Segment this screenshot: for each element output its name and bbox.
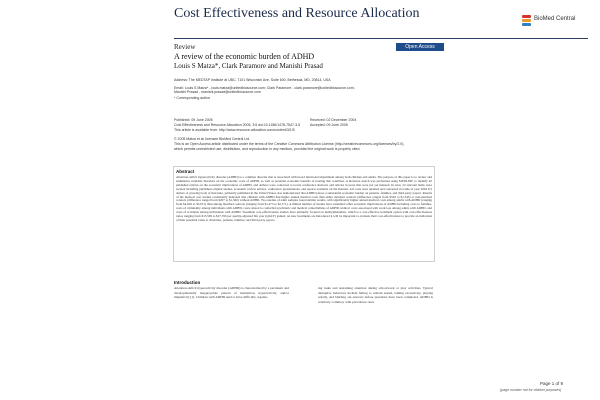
publisher-logo [522, 14, 586, 32]
article-title: A review of the economic burden of ADHD [174, 52, 315, 61]
copyright-line: © 2005 Matza et al; licensee BioMed Central Ltd. [174, 137, 251, 141]
accepted-date: Accepted: 09 June 2005 [310, 123, 348, 127]
author-emails: Email: Louis S Matza* - louis.matza@unitedbiosource.com; Clark Paramore - clark.paramore@unitedbiosource.com; [174, 86, 355, 90]
introduction-column-1: Attention-deficit hyperactivity disorder (ADHD) is characterized by a persistent and developmentally inappropriate pattern of inattention, hyperactivity, and/or impulsivity [1]. Children with ADHD tend to have difficulty organiz- [174, 286, 289, 299]
open-access-badge: Open Access [396, 43, 444, 51]
journal-title: Cost Effectiveness and Resource Allocation [174, 6, 420, 21]
author-emails-continued: Manishi Prasad - manishi.prasad@unitedbiosource.com [174, 90, 261, 94]
abstract-text: Attention-deficit hyperactivity disorder (ADHD) is a common disorder that is associated with broad functional impairment among both children and adults. The purpose of this paper is to review and summarize available literature on the economic costs of ADHD, as well as potential economic benefits of treating this condition. A literature search was performed using MEDLINE to identify all published articles on the economic implications of ADHD, and authors were contacted to locate conference abstracts and articles in press that were not yet indexed. In total, 22 relevant items were located including published original studies, economic review articles, conference presentations, and reports available on the Internet. All costs were updated and converted in terms of year 2004 US dollars. A growing body of literature, primarily published in the United States, has demonstrated that ADHD places a substantial economic burden on patients, families, and third-party payers. Results of the medical cost studies consistently indicated that children with ADHD had higher annual medical costs than either matched controls (difference ranged from $503 to $1,343) or non-matched controls (difference ranged from $207 to $1,560) without ADHD. Two studies of adult samples found similar results, with significantly higher annual medical costs among adults with ADHD (ranging from $4,929 to $5,651) than among matched controls (ranging from $1,473 to $2,771). A limited number of studies have examined other economic implications of ADHD including costs to families, costs of criminality among individuals with ADHD, costs related to comorbid psychiatric and medical comorbidities of ADHD, indirect costs associated with work loss among adults with ADHD, and costs of accidents among individuals with ADHD. Treatment cost-effectiveness studies have primarily focused on methylphenidate, which is a cost-effective treatment option with cost-effectiveness ratios ranging from $15,509 to $27,766 per quality-adjusted life year (QALY) gained. As new treatments are introduced it will be important to evaluate their cost-effectiveness to provide an indication of their potential value to clinicians, patients, families, and third-party payers. [176, 176, 432, 222]
published-date: Published: 09 June 2005 [174, 118, 213, 122]
author-list: Louis S Matza*, Clark Paramore and Manishi Prasad [174, 62, 323, 70]
received-date: Received: 02 December 2004 [310, 118, 357, 122]
article-url[interactable]: This article is available from: http://www.resource-allocation.com/content/3/1/5 [174, 128, 295, 132]
publisher-name: BioMed Central [534, 16, 576, 22]
license-line-continued: which permits unrestricted use, distribution, and reproduction in any medium, provided the original work is properly cited. [174, 147, 361, 151]
article-type: Review [174, 43, 196, 51]
logo-bar [522, 23, 531, 26]
footer-note: (page number not for citation purposes) [500, 388, 562, 392]
logo-bar [522, 19, 531, 22]
license-line[interactable]: This is an Open Access article distributed under the terms of the Creative Commons Attribution License (http://creativecommons.org/licenses/by/2.0), [174, 142, 405, 146]
biomed-central-logo-icon [522, 15, 531, 27]
citation: Cost Effectiveness and Resource Allocation 2005, 3:5 doi:10.1186/1478-7547-3-5 [174, 123, 301, 127]
abstract-heading: Abstract [176, 169, 195, 174]
introduction-heading: Introduction [174, 280, 201, 285]
author-address: Address: The MEDTAP Institute at UBC, 7101 Wisconsin Ave, Suite 600, Bethesda, MD, 20814, USA [174, 78, 331, 82]
logo-bar [522, 15, 531, 18]
page-number: Page 1 of 9 [540, 381, 564, 386]
header-divider [174, 38, 588, 39]
introduction-column-2: ing tasks and sustaining attention during schoolwork or play activities. Typical disruptive behaviors include failing to remain seated, talking excessively, playing noisily, and blurting out answers before questions have been completed. ADHD is relatively common, with prevalence rates [318, 286, 433, 304]
corresponding-author-note: * Corresponding author [174, 96, 211, 100]
